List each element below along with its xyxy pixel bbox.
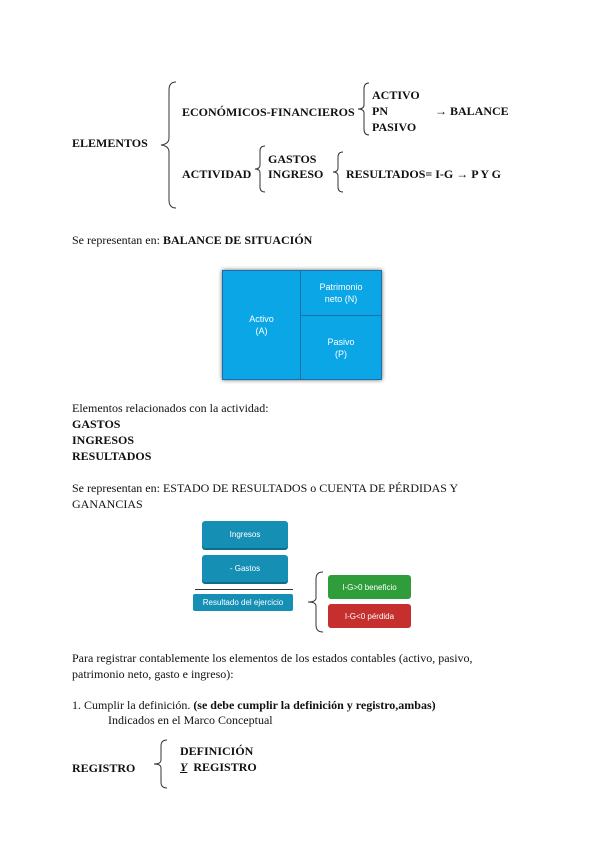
item1-bold: (se debe cumplir la definición y registro,ambas)	[193, 698, 436, 712]
balance-intro: Se representan en:	[72, 233, 163, 247]
activo-cell-abbr: (A)	[255, 326, 268, 336]
ingresos-box: Ingresos	[202, 521, 288, 548]
economicos-brace	[356, 83, 372, 135]
pn-cell-label2: neto (N)	[324, 294, 358, 304]
balance-intro-line	[72, 233, 312, 247]
resultados-brace	[332, 152, 346, 192]
elementos-brace	[160, 82, 180, 208]
item1-sub: Indicados en el Marco Conceptual	[108, 713, 273, 727]
registro-brace	[152, 740, 170, 788]
activo-cell-label: Activo	[249, 314, 274, 324]
pasivo-cell-abbr: (P)	[335, 348, 347, 359]
resultados-result: RESULTADOS= I-G → P Y G	[346, 167, 501, 181]
economicos-label: ECONÓMICOS-FINANCIEROS	[182, 105, 355, 119]
gastos-box: - Gastos	[202, 555, 288, 582]
balance-result: → BALANCE	[435, 104, 509, 118]
resultados-line2: GANANCIAS	[72, 497, 143, 511]
registro-label: REGISTRO	[72, 761, 136, 775]
pasivo-cell	[301, 316, 381, 379]
actividad-intro: Elementos relacionados con la actividad:	[72, 401, 269, 415]
beneficio-box: I-G>0 beneficio	[328, 575, 411, 599]
registro2-label: REGISTRO	[193, 760, 257, 774]
activo-cell	[223, 271, 301, 379]
actividad-item-resultados: RESULTADOS	[72, 449, 152, 463]
pn-cell	[301, 271, 381, 316]
sum-divider	[195, 589, 293, 590]
item1-text: 1. Cumplir la definición.	[72, 698, 194, 712]
actividad-item-ingresos: INGRESOS	[72, 433, 135, 447]
pasivo-cell-label: Pasivo	[327, 336, 355, 347]
elementos-label: ELEMENTOS	[72, 136, 148, 150]
definicion-label: DEFINICIÓN	[180, 744, 254, 758]
y-registro-line	[180, 760, 257, 774]
balance-diagram	[222, 270, 382, 380]
actividad-item-gastos: GASTOS	[72, 417, 121, 431]
pasivo-label: PASIVO	[372, 120, 417, 134]
balance-title: BALANCE DE SITUACIÓN	[162, 233, 313, 247]
resultado-brace	[306, 572, 326, 632]
resultados-line1: Se representan en: ESTADO DE RESULTADOS o CUENTA DE PÉRDIDAS Y	[72, 481, 459, 495]
perdida-box: I-G<0 pérdida	[328, 604, 411, 628]
pn-cell-label: Patrimonio	[319, 282, 363, 292]
registro-para-line2: patrimonio neto, gasto e ingreso):	[72, 667, 234, 681]
item1-line	[72, 698, 436, 712]
y-label: Y	[180, 760, 188, 774]
actividad-label: ACTIVIDAD	[182, 167, 252, 181]
registro-para-line1: Para registrar contablemente los elementos de los estados contables (activo, pasivo,	[72, 651, 473, 665]
ingreso-label: INGRESO	[268, 167, 324, 181]
activo-label: ACTIVO	[372, 88, 420, 102]
actividad-brace	[254, 146, 268, 192]
pn-label: PN	[372, 104, 388, 118]
gastos-label: GASTOS	[268, 152, 317, 166]
resultado-box: Resultado del ejercicio	[193, 594, 293, 611]
